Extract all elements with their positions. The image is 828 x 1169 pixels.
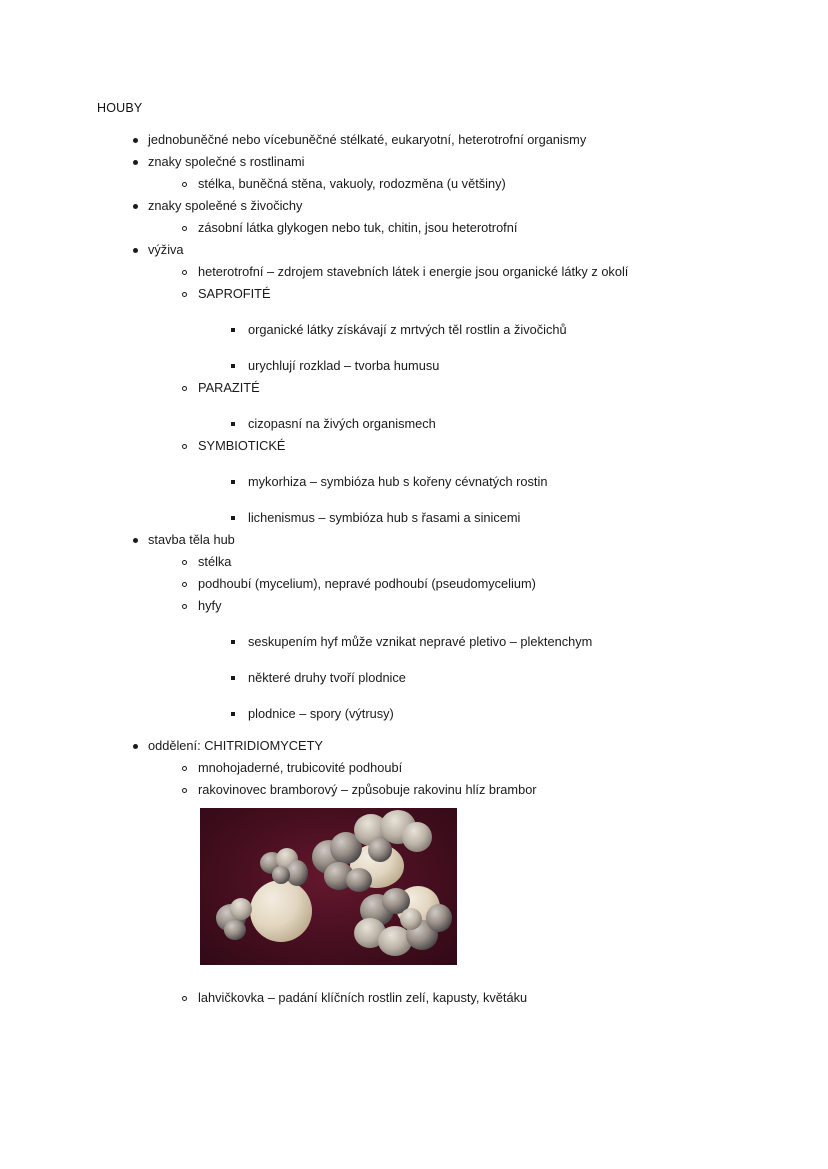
list-item bbox=[0, 263, 828, 285]
list-item-text: cizopasní na živých organismech bbox=[248, 416, 436, 431]
bullet-circle-icon bbox=[182, 182, 187, 187]
bullet-circle-icon bbox=[182, 582, 187, 587]
bullet-circle-icon bbox=[182, 444, 187, 449]
list-item-text: lichenismus – symbióza hub s řasami a sinicemi bbox=[248, 510, 521, 525]
bullet-square-icon bbox=[231, 676, 235, 680]
figure-row bbox=[0, 803, 828, 989]
list-item bbox=[0, 175, 828, 197]
list-item bbox=[0, 219, 828, 241]
bullet-circle-icon bbox=[182, 766, 187, 771]
bullet-square-icon bbox=[231, 480, 235, 484]
list-item bbox=[0, 197, 828, 219]
bullet-circle-icon bbox=[182, 788, 187, 793]
potato-wart-disease-photo bbox=[200, 808, 457, 965]
list-item bbox=[0, 737, 828, 759]
list-item bbox=[0, 553, 828, 575]
list-item-text: heterotrofní – zdrojem stavebních látek i energie jsou organické látky z okolí bbox=[198, 264, 629, 279]
wart-growth bbox=[368, 838, 392, 862]
list-item bbox=[0, 989, 828, 1011]
list-item-text: podhoubí (mycelium), nepravé podhoubí (pseudomycelium) bbox=[198, 576, 536, 591]
list-item bbox=[0, 401, 828, 437]
bullet-square-icon bbox=[231, 640, 235, 644]
bullet-disc-icon bbox=[133, 538, 138, 543]
list-item bbox=[0, 131, 828, 153]
bullet-square-icon bbox=[231, 712, 235, 716]
bullet-disc-icon bbox=[133, 204, 138, 209]
bullet-square-icon bbox=[231, 364, 235, 368]
bullet-disc-icon bbox=[133, 160, 138, 165]
list-item-text: mnohojaderné, trubicovité podhoubí bbox=[198, 760, 403, 775]
bullet-circle-icon bbox=[182, 604, 187, 609]
page-title: HOUBY bbox=[97, 101, 143, 115]
list-item-text: stélka, buněčná stěna, vakuoly, rodozměna (u většiny) bbox=[198, 176, 506, 191]
bullet-square-icon bbox=[231, 328, 235, 332]
list-item bbox=[0, 597, 828, 619]
list-item-text: znaky společné s rostlinami bbox=[148, 154, 305, 169]
list-item-text: organické látky získávají z mrtvých těl rostlin a živočichů bbox=[248, 322, 567, 337]
list-item-text: mykorhiza – symbióza hub s kořeny cévnatých rostin bbox=[248, 474, 548, 489]
list-item bbox=[0, 307, 828, 343]
list-item bbox=[0, 495, 828, 531]
wart-growth bbox=[224, 920, 246, 940]
list-item-text: znaky spoleěné s živočichy bbox=[148, 198, 303, 213]
list-item-text: některé druhy tvoří plodnice bbox=[248, 670, 406, 685]
bullet-circle-icon bbox=[182, 386, 187, 391]
list-item bbox=[0, 781, 828, 803]
list-item bbox=[0, 153, 828, 175]
list-item-text: stavba těla hub bbox=[148, 532, 235, 547]
list-item bbox=[0, 619, 828, 655]
list-item-text: výživa bbox=[148, 242, 184, 257]
list-item bbox=[0, 459, 828, 495]
list-item-text: lahvičkovka – padání klíčních rostlin zelí, kapusty, květáku bbox=[198, 990, 528, 1005]
list-item-text: jednobuněčné nebo vícebuněčné stélkaté, eukaryotní, heterotrofní organismy bbox=[148, 132, 587, 147]
list-item bbox=[0, 759, 828, 781]
list-item bbox=[0, 379, 828, 401]
list-item bbox=[0, 241, 828, 263]
list-item bbox=[0, 343, 828, 379]
bullet-disc-icon bbox=[133, 744, 138, 749]
list-item bbox=[0, 691, 828, 727]
wart-growth bbox=[400, 908, 422, 930]
list-item-text: plodnice – spory (výtrusy) bbox=[248, 706, 394, 721]
list-item-text: urychlují rozklad – tvorba humusu bbox=[248, 358, 440, 373]
list-item bbox=[0, 655, 828, 691]
wart-growth bbox=[426, 904, 452, 932]
bullet-disc-icon bbox=[133, 248, 138, 253]
tuber-body bbox=[250, 880, 312, 942]
list-item-text: SYMBIOTICKÉ bbox=[198, 438, 286, 453]
list-item-text: hyfy bbox=[198, 598, 222, 613]
list-item-text: seskupením hyf může vznikat nepravé pletivo – plektenchym bbox=[248, 634, 593, 649]
list-item-text: SAPROFITÉ bbox=[198, 286, 271, 301]
list-item-text: oddělení: CHITRIDIOMYCETY bbox=[148, 738, 323, 753]
bullet-circle-icon bbox=[182, 996, 187, 1001]
wart-growth bbox=[402, 822, 432, 852]
list-item-text: zásobní látka glykogen nebo tuk, chitin, jsou heterotrofní bbox=[198, 220, 518, 235]
bullet-circle-icon bbox=[182, 560, 187, 565]
bullet-circle-icon bbox=[182, 270, 187, 275]
list-item-text: PARAZITÉ bbox=[198, 380, 260, 395]
bullet-circle-icon bbox=[182, 226, 187, 231]
bullet-disc-icon bbox=[133, 138, 138, 143]
bullet-circle-icon bbox=[182, 292, 187, 297]
wart-growth bbox=[346, 868, 372, 892]
list-item-text: stélka bbox=[198, 554, 232, 569]
wart-growth bbox=[272, 866, 290, 884]
bullet-square-icon bbox=[231, 516, 235, 520]
wart-growth bbox=[230, 898, 252, 920]
list-item bbox=[0, 437, 828, 459]
list-item-text: rakovinovec bramborový – způsobuje rakovinu hlíz brambor bbox=[198, 782, 537, 797]
list-item bbox=[0, 575, 828, 597]
bullet-square-icon bbox=[231, 422, 235, 426]
list-item bbox=[0, 531, 828, 553]
outline-list bbox=[0, 131, 828, 1011]
list-item bbox=[0, 285, 828, 307]
